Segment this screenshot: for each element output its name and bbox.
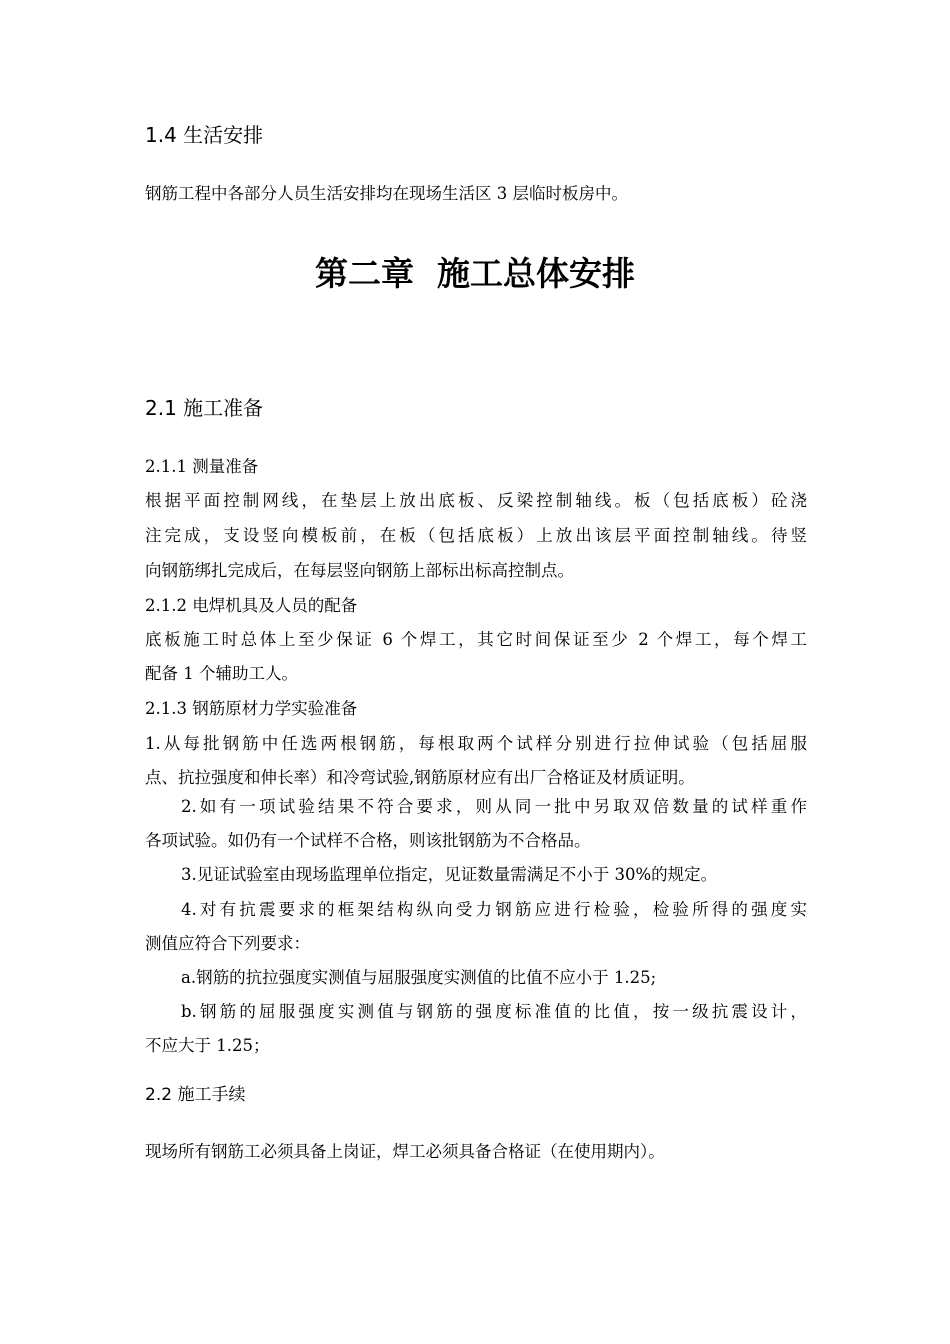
chapter-title: 第二章 施工总体安排 <box>315 254 635 293</box>
subsection-heading-2-1-3: 2.1.3 钢筋原材力学实验准备 <box>145 699 358 718</box>
paragraph-living-arrangement: 钢筋工程中各部分人员生活安排均在现场生活区 3 层临时板房中。 <box>145 184 628 203</box>
list-item-4-line: 测值应符合下列要求： <box>145 934 310 953</box>
section-heading-1-4: 1.4 生活安排 <box>145 123 264 147</box>
paragraph-line: 根据平面控制网线，在垫层上放出底板、反梁控制轴线。板（包括底板）砼浇 <box>145 491 807 510</box>
paragraph-line: 配备 1 个辅助工人。 <box>145 664 298 683</box>
section-heading-2-1: 2.1 施工准备 <box>145 396 264 420</box>
list-item-b-line: b.钢筋的屈服强度实测值与钢筋的强度标准值的比值，按一级抗震设计， <box>181 1002 807 1021</box>
list-item-1-line: 点、抗拉强度和伸长率）和冷弯试验,钢筋原材应有出厂合格证及材质证明。 <box>145 768 695 787</box>
paragraph-line: 底板施工时总体上至少保证 6 个焊工，其它时间保证至少 2 个焊工，每个焊工 <box>145 630 807 649</box>
list-item-3-line: 3.见证试验室由现场监理单位指定，见证数量需满足不小于 30%的规定。 <box>181 865 718 884</box>
paragraph-line: 注完成，支设竖向模板前，在板（包括底板）上放出该层平面控制轴线。待竖 <box>145 526 807 545</box>
paragraph-line: 向钢筋绑扎完成后，在每层竖向钢筋上部标出标高控制点。 <box>145 561 574 580</box>
list-item-a-line: a.钢筋的抗拉强度实测值与屈服强度实测值的比值不应小于 1.25; <box>181 968 657 987</box>
list-item-1-line: 1.从每批钢筋中任选两根钢筋，每根取两个试样分别进行拉伸试验（包括屈服 <box>145 734 807 753</box>
list-item-b-line: 不应大于 1.25； <box>145 1036 270 1055</box>
section-heading-2-2: 2.2 施工手续 <box>145 1085 246 1105</box>
list-item-2-line: 2.如有一项试验结果不符合要求，则从同一批中另取双倍数量的试样重作 <box>181 797 807 816</box>
paragraph-procedures: 现场所有钢筋工必须具备上岗证，焊工必须具备合格证（在使用期内）。 <box>145 1142 665 1161</box>
list-item-2-line: 各项试验。如仍有一个试样不合格，则该批钢筋为不合格品。 <box>145 831 591 850</box>
subsection-heading-2-1-1: 2.1.1 测量准备 <box>145 457 259 476</box>
subsection-heading-2-1-2: 2.1.2 电焊机具及人员的配备 <box>145 596 358 615</box>
list-item-4-line: 4.对有抗震要求的框架结构纵向受力钢筋应进行检验，检验所得的强度实 <box>181 900 807 919</box>
